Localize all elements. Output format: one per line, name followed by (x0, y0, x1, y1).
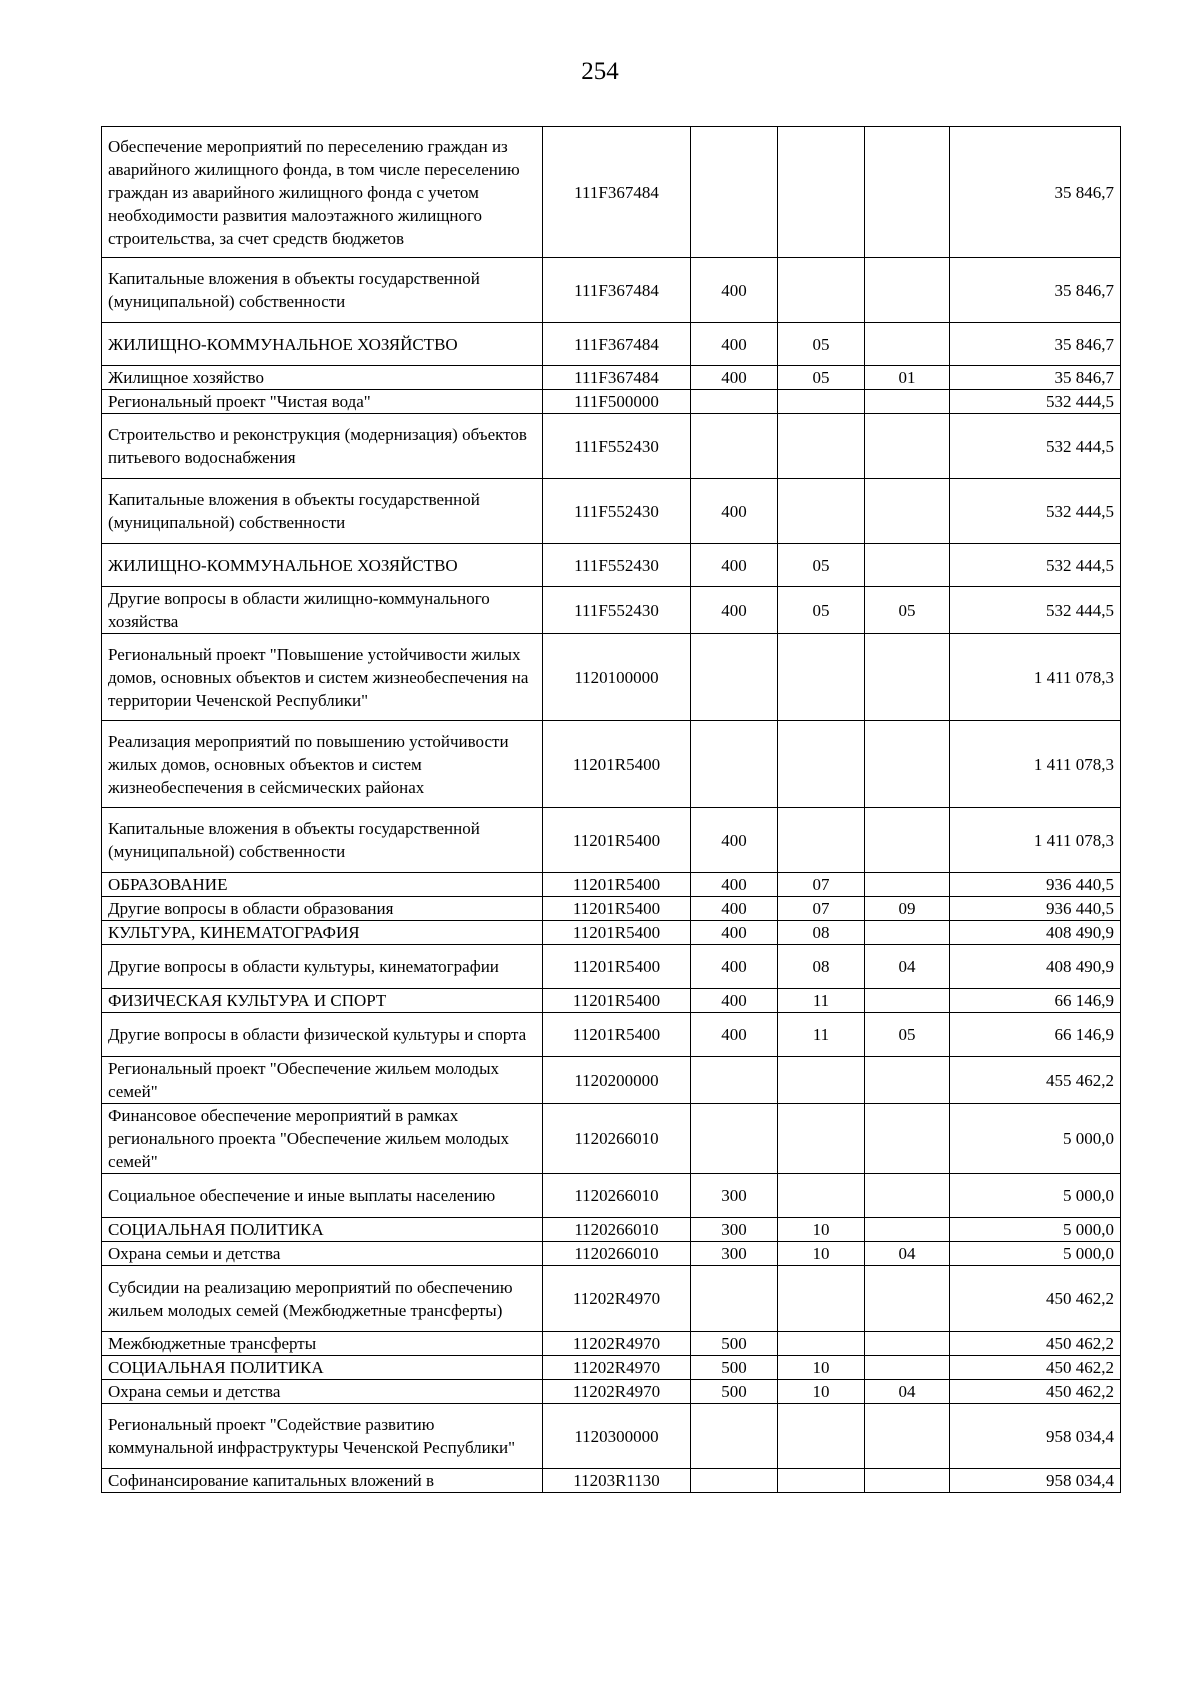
cell-code: 111F552430 (543, 587, 691, 634)
cell-name: Региональный проект "Обеспечение жильем молодых семей" (102, 1057, 543, 1104)
cell-amount: 936 440,5 (950, 897, 1121, 921)
table-row (102, 873, 1121, 897)
cell-subsection (865, 808, 950, 873)
cell-name: Региональный проект "Повышение устойчивости жилых домов, основных объектов и систем жизнеобеспечения на территории Чеченской Республики" (102, 634, 543, 721)
table-row (102, 1380, 1121, 1404)
cell-subsection (865, 479, 950, 544)
cell-amount: 5 000,0 (950, 1174, 1121, 1218)
cell-expense-type: 300 (691, 1174, 778, 1218)
cell-name: КУЛЬТУРА, КИНЕМАТОГРАФИЯ (102, 921, 543, 945)
cell-expense-type (691, 1057, 778, 1104)
table-row (102, 1332, 1121, 1356)
cell-expense-type: 500 (691, 1332, 778, 1356)
table-row (102, 1104, 1121, 1174)
cell-name: Жилищное хозяйство (102, 366, 543, 390)
table-row (102, 1404, 1121, 1469)
cell-code: 11203R1130 (543, 1469, 691, 1493)
cell-amount: 35 846,7 (950, 127, 1121, 258)
cell-expense-type (691, 1104, 778, 1174)
cell-subsection (865, 323, 950, 366)
cell-code: 11202R4970 (543, 1356, 691, 1380)
table-row (102, 897, 1121, 921)
cell-code: 11201R5400 (543, 721, 691, 808)
table-row (102, 1242, 1121, 1266)
cell-name: СОЦИАЛЬНАЯ ПОЛИТИКА (102, 1218, 543, 1242)
cell-code: 1120300000 (543, 1404, 691, 1469)
cell-code: 11202R4970 (543, 1380, 691, 1404)
cell-code: 1120266010 (543, 1104, 691, 1174)
cell-amount: 450 462,2 (950, 1266, 1121, 1332)
table-row (102, 921, 1121, 945)
table-row (102, 808, 1121, 873)
cell-subsection: 04 (865, 1242, 950, 1266)
cell-code: 111F552430 (543, 414, 691, 479)
cell-subsection (865, 390, 950, 414)
cell-section: 05 (778, 366, 865, 390)
cell-expense-type: 500 (691, 1356, 778, 1380)
cell-name: Субсидии на реализацию мероприятий по обеспечению жильем молодых семей (Межбюджетные трансферты) (102, 1266, 543, 1332)
cell-section: 05 (778, 544, 865, 587)
cell-expense-type: 400 (691, 897, 778, 921)
cell-subsection (865, 1104, 950, 1174)
cell-subsection (865, 721, 950, 808)
cell-code: 1120266010 (543, 1218, 691, 1242)
cell-amount: 450 462,2 (950, 1380, 1121, 1404)
cell-code: 111F552430 (543, 479, 691, 544)
cell-name: Другие вопросы в области образования (102, 897, 543, 921)
table-row (102, 1356, 1121, 1380)
cell-amount: 532 444,5 (950, 587, 1121, 634)
cell-amount: 66 146,9 (950, 1013, 1121, 1057)
cell-section (778, 1404, 865, 1469)
cell-name: Другие вопросы в области жилищно-коммунального хозяйства (102, 587, 543, 634)
table-row (102, 127, 1121, 258)
cell-code: 111F367484 (543, 323, 691, 366)
cell-subsection: 04 (865, 945, 950, 989)
cell-code: 11202R4970 (543, 1332, 691, 1356)
cell-name: Региональный проект "Чистая вода" (102, 390, 543, 414)
cell-section (778, 1266, 865, 1332)
cell-expense-type: 400 (691, 323, 778, 366)
cell-subsection: 09 (865, 897, 950, 921)
cell-expense-type (691, 414, 778, 479)
cell-expense-type (691, 390, 778, 414)
cell-code: 11201R5400 (543, 897, 691, 921)
cell-subsection: 05 (865, 1013, 950, 1057)
cell-name: СОЦИАЛЬНАЯ ПОЛИТИКА (102, 1356, 543, 1380)
cell-name: Строительство и реконструкция (модернизация) объектов питьевого водоснабжения (102, 414, 543, 479)
cell-subsection: 05 (865, 587, 950, 634)
cell-subsection (865, 1218, 950, 1242)
cell-code: 11201R5400 (543, 808, 691, 873)
table-row (102, 634, 1121, 721)
cell-code: 111F500000 (543, 390, 691, 414)
cell-subsection (865, 1469, 950, 1493)
table-row (102, 323, 1121, 366)
cell-subsection (865, 1174, 950, 1218)
cell-subsection (865, 1266, 950, 1332)
table-row (102, 366, 1121, 390)
table-row (102, 1469, 1121, 1493)
cell-section: 10 (778, 1380, 865, 1404)
cell-section (778, 127, 865, 258)
cell-amount: 450 462,2 (950, 1356, 1121, 1380)
cell-name: Капитальные вложения в объекты государственной (муниципальной) собственности (102, 808, 543, 873)
cell-name: ФИЗИЧЕСКАЯ КУЛЬТУРА И СПОРТ (102, 989, 543, 1013)
cell-expense-type: 400 (691, 1013, 778, 1057)
cell-amount: 408 490,9 (950, 921, 1121, 945)
table-row (102, 989, 1121, 1013)
cell-code: 111F367484 (543, 366, 691, 390)
table-row (102, 1218, 1121, 1242)
table-row (102, 258, 1121, 323)
cell-code: 11201R5400 (543, 921, 691, 945)
cell-amount: 532 444,5 (950, 414, 1121, 479)
cell-section: 08 (778, 945, 865, 989)
cell-expense-type: 400 (691, 873, 778, 897)
cell-expense-type (691, 1266, 778, 1332)
cell-code: 1120266010 (543, 1242, 691, 1266)
cell-subsection: 01 (865, 366, 950, 390)
cell-section: 08 (778, 921, 865, 945)
cell-name: Финансовое обеспечение мероприятий в рамках регионального проекта "Обеспечение жильем молодых семей" (102, 1104, 543, 1174)
cell-amount: 5 000,0 (950, 1104, 1121, 1174)
table-row (102, 587, 1121, 634)
cell-amount: 958 034,4 (950, 1404, 1121, 1469)
cell-subsection (865, 634, 950, 721)
cell-subsection (865, 921, 950, 945)
cell-section (778, 479, 865, 544)
cell-amount: 408 490,9 (950, 945, 1121, 989)
cell-section: 11 (778, 989, 865, 1013)
cell-name: ОБРАЗОВАНИЕ (102, 873, 543, 897)
cell-amount: 532 444,5 (950, 479, 1121, 544)
cell-code: 111F367484 (543, 258, 691, 323)
cell-section (778, 1104, 865, 1174)
cell-name: Обеспечение мероприятий по переселению граждан из аварийного жилищного фонда, в том числе переселению граждан из аварийного жилищного фонда с учетом необходимости развития малоэтажного жилищного строительства, за счет средств бюджетов (102, 127, 543, 258)
cell-code: 11201R5400 (543, 989, 691, 1013)
table-row (102, 479, 1121, 544)
cell-name: Другие вопросы в области культуры, кинематографии (102, 945, 543, 989)
cell-amount: 958 034,4 (950, 1469, 1121, 1493)
cell-expense-type: 400 (691, 989, 778, 1013)
cell-code: 11201R5400 (543, 945, 691, 989)
table-row (102, 1057, 1121, 1104)
cell-expense-type (691, 1469, 778, 1493)
cell-code: 11201R5400 (543, 873, 691, 897)
cell-subsection (865, 414, 950, 479)
cell-amount: 1 411 078,3 (950, 721, 1121, 808)
table-row (102, 945, 1121, 989)
cell-amount: 66 146,9 (950, 989, 1121, 1013)
cell-amount: 35 846,7 (950, 323, 1121, 366)
cell-expense-type: 400 (691, 258, 778, 323)
cell-subsection (865, 1356, 950, 1380)
cell-section: 10 (778, 1356, 865, 1380)
cell-expense-type: 300 (691, 1218, 778, 1242)
cell-code: 11202R4970 (543, 1266, 691, 1332)
table-row (102, 390, 1121, 414)
cell-section: 07 (778, 897, 865, 921)
cell-expense-type: 400 (691, 921, 778, 945)
cell-subsection (865, 258, 950, 323)
cell-subsection (865, 873, 950, 897)
cell-subsection (865, 1332, 950, 1356)
cell-code: 11201R5400 (543, 1013, 691, 1057)
cell-amount: 5 000,0 (950, 1218, 1121, 1242)
cell-expense-type: 500 (691, 1380, 778, 1404)
cell-expense-type: 400 (691, 808, 778, 873)
cell-expense-type: 400 (691, 366, 778, 390)
cell-code: 111F552430 (543, 544, 691, 587)
cell-section (778, 258, 865, 323)
cell-amount: 532 444,5 (950, 544, 1121, 587)
table-row (102, 544, 1121, 587)
cell-section (778, 634, 865, 721)
cell-subsection (865, 1404, 950, 1469)
cell-section: 05 (778, 587, 865, 634)
cell-code: 1120266010 (543, 1174, 691, 1218)
table-row (102, 1266, 1121, 1332)
cell-section: 10 (778, 1218, 865, 1242)
cell-section: 05 (778, 323, 865, 366)
cell-code: 1120200000 (543, 1057, 691, 1104)
cell-name: Социальное обеспечение и иные выплаты населению (102, 1174, 543, 1218)
cell-section (778, 1057, 865, 1104)
cell-name: Капитальные вложения в объекты государственной (муниципальной) собственности (102, 479, 543, 544)
cell-section (778, 808, 865, 873)
cell-name: Софинансирование капитальных вложений в (102, 1469, 543, 1493)
cell-amount: 35 846,7 (950, 258, 1121, 323)
cell-section (778, 1174, 865, 1218)
cell-expense-type: 400 (691, 479, 778, 544)
cell-subsection (865, 127, 950, 258)
cell-section (778, 414, 865, 479)
cell-code: 111F367484 (543, 127, 691, 258)
cell-amount: 1 411 078,3 (950, 808, 1121, 873)
cell-expense-type: 300 (691, 1242, 778, 1266)
cell-subsection (865, 1057, 950, 1104)
cell-section (778, 721, 865, 808)
cell-expense-type: 400 (691, 587, 778, 634)
cell-section: 11 (778, 1013, 865, 1057)
cell-subsection (865, 989, 950, 1013)
cell-amount: 450 462,2 (950, 1332, 1121, 1356)
cell-name: Другие вопросы в области физической культуры и спорта (102, 1013, 543, 1057)
page-number: 254 (581, 58, 619, 85)
table-row (102, 721, 1121, 808)
cell-amount: 455 462,2 (950, 1057, 1121, 1104)
cell-expense-type (691, 127, 778, 258)
cell-name: Реализация мероприятий по повышению устойчивости жилых домов, основных объектов и систем жизнеобеспечения в сейсмических районах (102, 721, 543, 808)
budget-table-body (102, 127, 1121, 1493)
cell-amount: 35 846,7 (950, 366, 1121, 390)
cell-name: ЖИЛИЩНО-КОММУНАЛЬНОЕ ХОЗЯЙСТВО (102, 544, 543, 587)
cell-amount: 936 440,5 (950, 873, 1121, 897)
cell-name: Капитальные вложения в объекты государственной (муниципальной) собственности (102, 258, 543, 323)
cell-expense-type: 400 (691, 945, 778, 989)
cell-expense-type (691, 634, 778, 721)
cell-expense-type (691, 721, 778, 808)
table-row (102, 1013, 1121, 1057)
cell-section (778, 1332, 865, 1356)
cell-subsection (865, 544, 950, 587)
cell-amount: 1 411 078,3 (950, 634, 1121, 721)
cell-section: 10 (778, 1242, 865, 1266)
cell-section: 07 (778, 873, 865, 897)
cell-name: Межбюджетные трансферты (102, 1332, 543, 1356)
table-row (102, 414, 1121, 479)
cell-name: Охрана семьи и детства (102, 1380, 543, 1404)
cell-name: Региональный проект "Содействие развитию коммунальной инфраструктуры Чеченской Республики" (102, 1404, 543, 1469)
table-row (102, 1174, 1121, 1218)
cell-amount: 532 444,5 (950, 390, 1121, 414)
cell-section (778, 390, 865, 414)
cell-expense-type (691, 1404, 778, 1469)
budget-table (101, 126, 1121, 1493)
cell-expense-type: 400 (691, 544, 778, 587)
cell-section (778, 1469, 865, 1493)
cell-name: ЖИЛИЩНО-КОММУНАЛЬНОЕ ХОЗЯЙСТВО (102, 323, 543, 366)
cell-code: 1120100000 (543, 634, 691, 721)
cell-name: Охрана семьи и детства (102, 1242, 543, 1266)
cell-amount: 5 000,0 (950, 1242, 1121, 1266)
cell-subsection: 04 (865, 1380, 950, 1404)
